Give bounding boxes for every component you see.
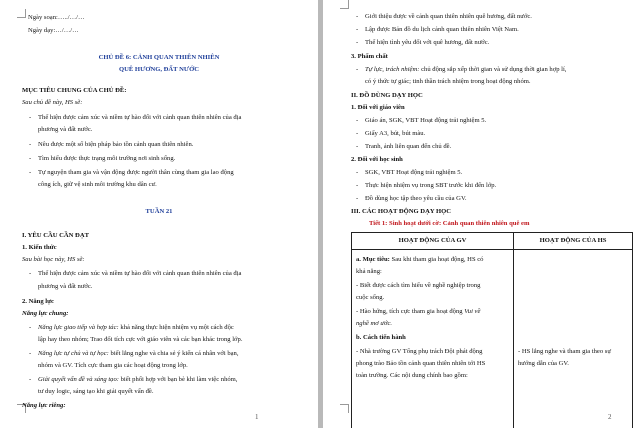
goal-item-cont: công ích, giữ vệ sinh môi trường khu dân cư. <box>38 181 157 188</box>
general-skill-item-cont: tư duy logic, sáng tạo khi giải quyết vấn đề. <box>38 388 154 395</box>
materials-heading: II. ĐỒ DÙNG DẠY HỌC <box>351 92 423 99</box>
goals-intro: Sau chủ đề này, HS sẽ: <box>22 99 83 106</box>
margin-mark <box>17 9 26 18</box>
student-activity-cell <box>514 250 633 428</box>
general-skill-item-cont: lập hay theo nhóm; Trao đổi tích cực với giáo viên và các bạn khác trong lớp. <box>38 336 243 343</box>
quality-item-cont: có ý thức tự giác; tinh thần trách nhiệm trong hoạt động nhóm. <box>365 78 531 85</box>
requirements-heading: I. YÊU CẦU CẦN ĐẠT <box>22 232 89 239</box>
page-number: 1 <box>255 413 259 421</box>
goal-item-cont: phương và đất nước. <box>38 126 93 133</box>
margin-mark <box>340 404 349 413</box>
objective-line: - Biết được cách tìm hiểu về nghề nghiệp trong <box>356 282 481 289</box>
margin-mark <box>340 0 349 9</box>
chapter-subtitle: QUÊ HƯƠNG, ĐẤT NƯỚC <box>119 66 199 73</box>
procedure-line: phong trào Bảo tồn cảnh quan thiên nhiên tới HS <box>356 360 486 367</box>
procedure-line: toàn trường. Các nội dung chính bao gồm: <box>356 372 468 379</box>
knowledge-item: - Thể hiện được cảm xúc và niềm tự hào đối với cảnh quan thiên nhiên của địa <box>38 270 241 278</box>
activities-table <box>351 232 633 428</box>
procedure-line: - Nhà trường GV Tổng phụ trách Đội phát động <box>356 348 483 355</box>
general-skill-item: - Năng lực giao tiếp và hợp tác: khả năng thực hiện nhiệm vụ một cách độc <box>38 324 234 332</box>
quality-heading: 3. Phẩm chất <box>351 53 388 60</box>
student-activity-line: - HS lắng nghe và tham gia theo sự <box>518 348 611 355</box>
teacher-item: - Giấy A3, bút, bút màu. <box>365 130 425 138</box>
prep-date: Ngày soạn:…../…/… <box>28 14 85 21</box>
activities-heading: III. CÁC HOẠT ĐỘNG DẠY HỌC <box>351 208 452 215</box>
document-page-2 <box>323 0 640 428</box>
objective-line: - Hào hứng, tích cực tham gia hoạt động Vui về <box>356 308 481 315</box>
objective-item: - Giới thiệu được về cảnh quan thiên nhiên quê hương, đất nước. <box>365 13 532 21</box>
skills-heading: 2. Năng lực <box>22 298 54 305</box>
quality-item: - Tự lực, trách nhiệm: chủ động sắp xếp thời gian và sử dụng thời gian hợp lí, <box>365 66 566 74</box>
document-page-1 <box>0 0 318 428</box>
specific-skills-heading: Năng lực riêng: <box>22 402 66 409</box>
objective-line: khả năng: <box>356 268 382 275</box>
goal-item: - Tìm hiểu được thực trạng môi trường nơi sinh sống. <box>38 155 175 163</box>
knowledge-intro: Sau bài học này, HS sẽ: <box>22 256 85 263</box>
goal-item: - Thể hiện được cảm xúc và niềm tự hào đối với cảnh quan thiên nhiên của địa <box>38 114 241 122</box>
chapter-title: CHỦ ĐỀ 6: CẢNH QUAN THIÊN NHIÊN <box>98 54 220 61</box>
page-number: 2 <box>608 413 612 421</box>
col-header-student: HOẠT ĐỘNG CỦA HS <box>539 237 607 244</box>
objective-line: cuộc sống. <box>356 294 385 301</box>
student-heading: 2. Đối với học sinh <box>351 156 403 163</box>
student-item: - SGK, VBT Hoạt động trải nghiệm 5. <box>365 169 462 177</box>
table-header-cell <box>514 233 633 250</box>
goals-heading: MỤC TIÊU CHUNG CỦA CHỦ ĐỀ: <box>22 87 127 94</box>
general-skill-item-cont: nhóm và GV. Tích cực tham gia các hoạt động trong lớp. <box>38 362 188 369</box>
objective-item: - Lập được Bản đồ du lịch cảnh quan thiên nhiên Việt Nam. <box>365 26 519 34</box>
general-skill-item: - Năng lực tự chủ và tự học: biết lắng nghe và chia sẻ ý kiến cá nhân với bạn, <box>38 350 239 358</box>
student-item: - Thực hiện nhiệm vụ trong SBT trước khi đến lớp. <box>365 182 496 190</box>
objective-line: a. Mục tiêu: Sau khi tham gia hoạt động, HS có <box>356 256 484 263</box>
teacher-heading: 1. Đối với giáo viên <box>351 104 405 111</box>
knowledge-item-cont: phương và đất nước. <box>38 283 93 290</box>
goal-item: - Tự nguyện tham gia và vận động được người thân cùng tham gia lao động <box>38 169 234 177</box>
teacher-item: - Giáo án, SGK, VBT Hoạt động trải nghiệm 5. <box>365 117 486 125</box>
table-header-cell <box>352 233 514 250</box>
objective-line: nghề mơ ước. <box>356 320 393 327</box>
general-skill-item: - Giải quyết vấn đề và sáng tạo: biết phối hợp với bạn bè khi làm việc nhóm, <box>38 376 237 384</box>
teach-date: Ngày dạy:…/…/… <box>28 27 79 34</box>
student-activity-line: hướng dẫn của GV. <box>518 360 569 367</box>
student-item: - Đồ dùng học tập theo yêu cầu của GV. <box>365 195 467 203</box>
week-title: TUẦN 21 <box>145 208 173 215</box>
goal-item: - Nêu được một số biện pháp bảo tồn cảnh quan thiên nhiên. <box>38 141 193 149</box>
objective-item: - Thể hiện tình yêu đối với quê hương, đất nước. <box>365 39 489 47</box>
lesson-title: Tiết 1: Sinh hoạt dưới cờ: Cảnh quan thiên nhiên quê em <box>369 220 530 227</box>
teacher-item: - Tranh, ảnh liên quan đến chủ đề. <box>365 143 451 151</box>
col-header-teacher: HOẠT ĐỘNG CỦA GV <box>398 237 467 244</box>
knowledge-heading: 1. Kiến thức <box>22 244 57 251</box>
general-skills-heading: Năng lực chung: <box>22 310 69 317</box>
procedure-heading: b. Cách tiến hành <box>356 334 406 341</box>
teacher-activity-cell <box>352 250 514 428</box>
